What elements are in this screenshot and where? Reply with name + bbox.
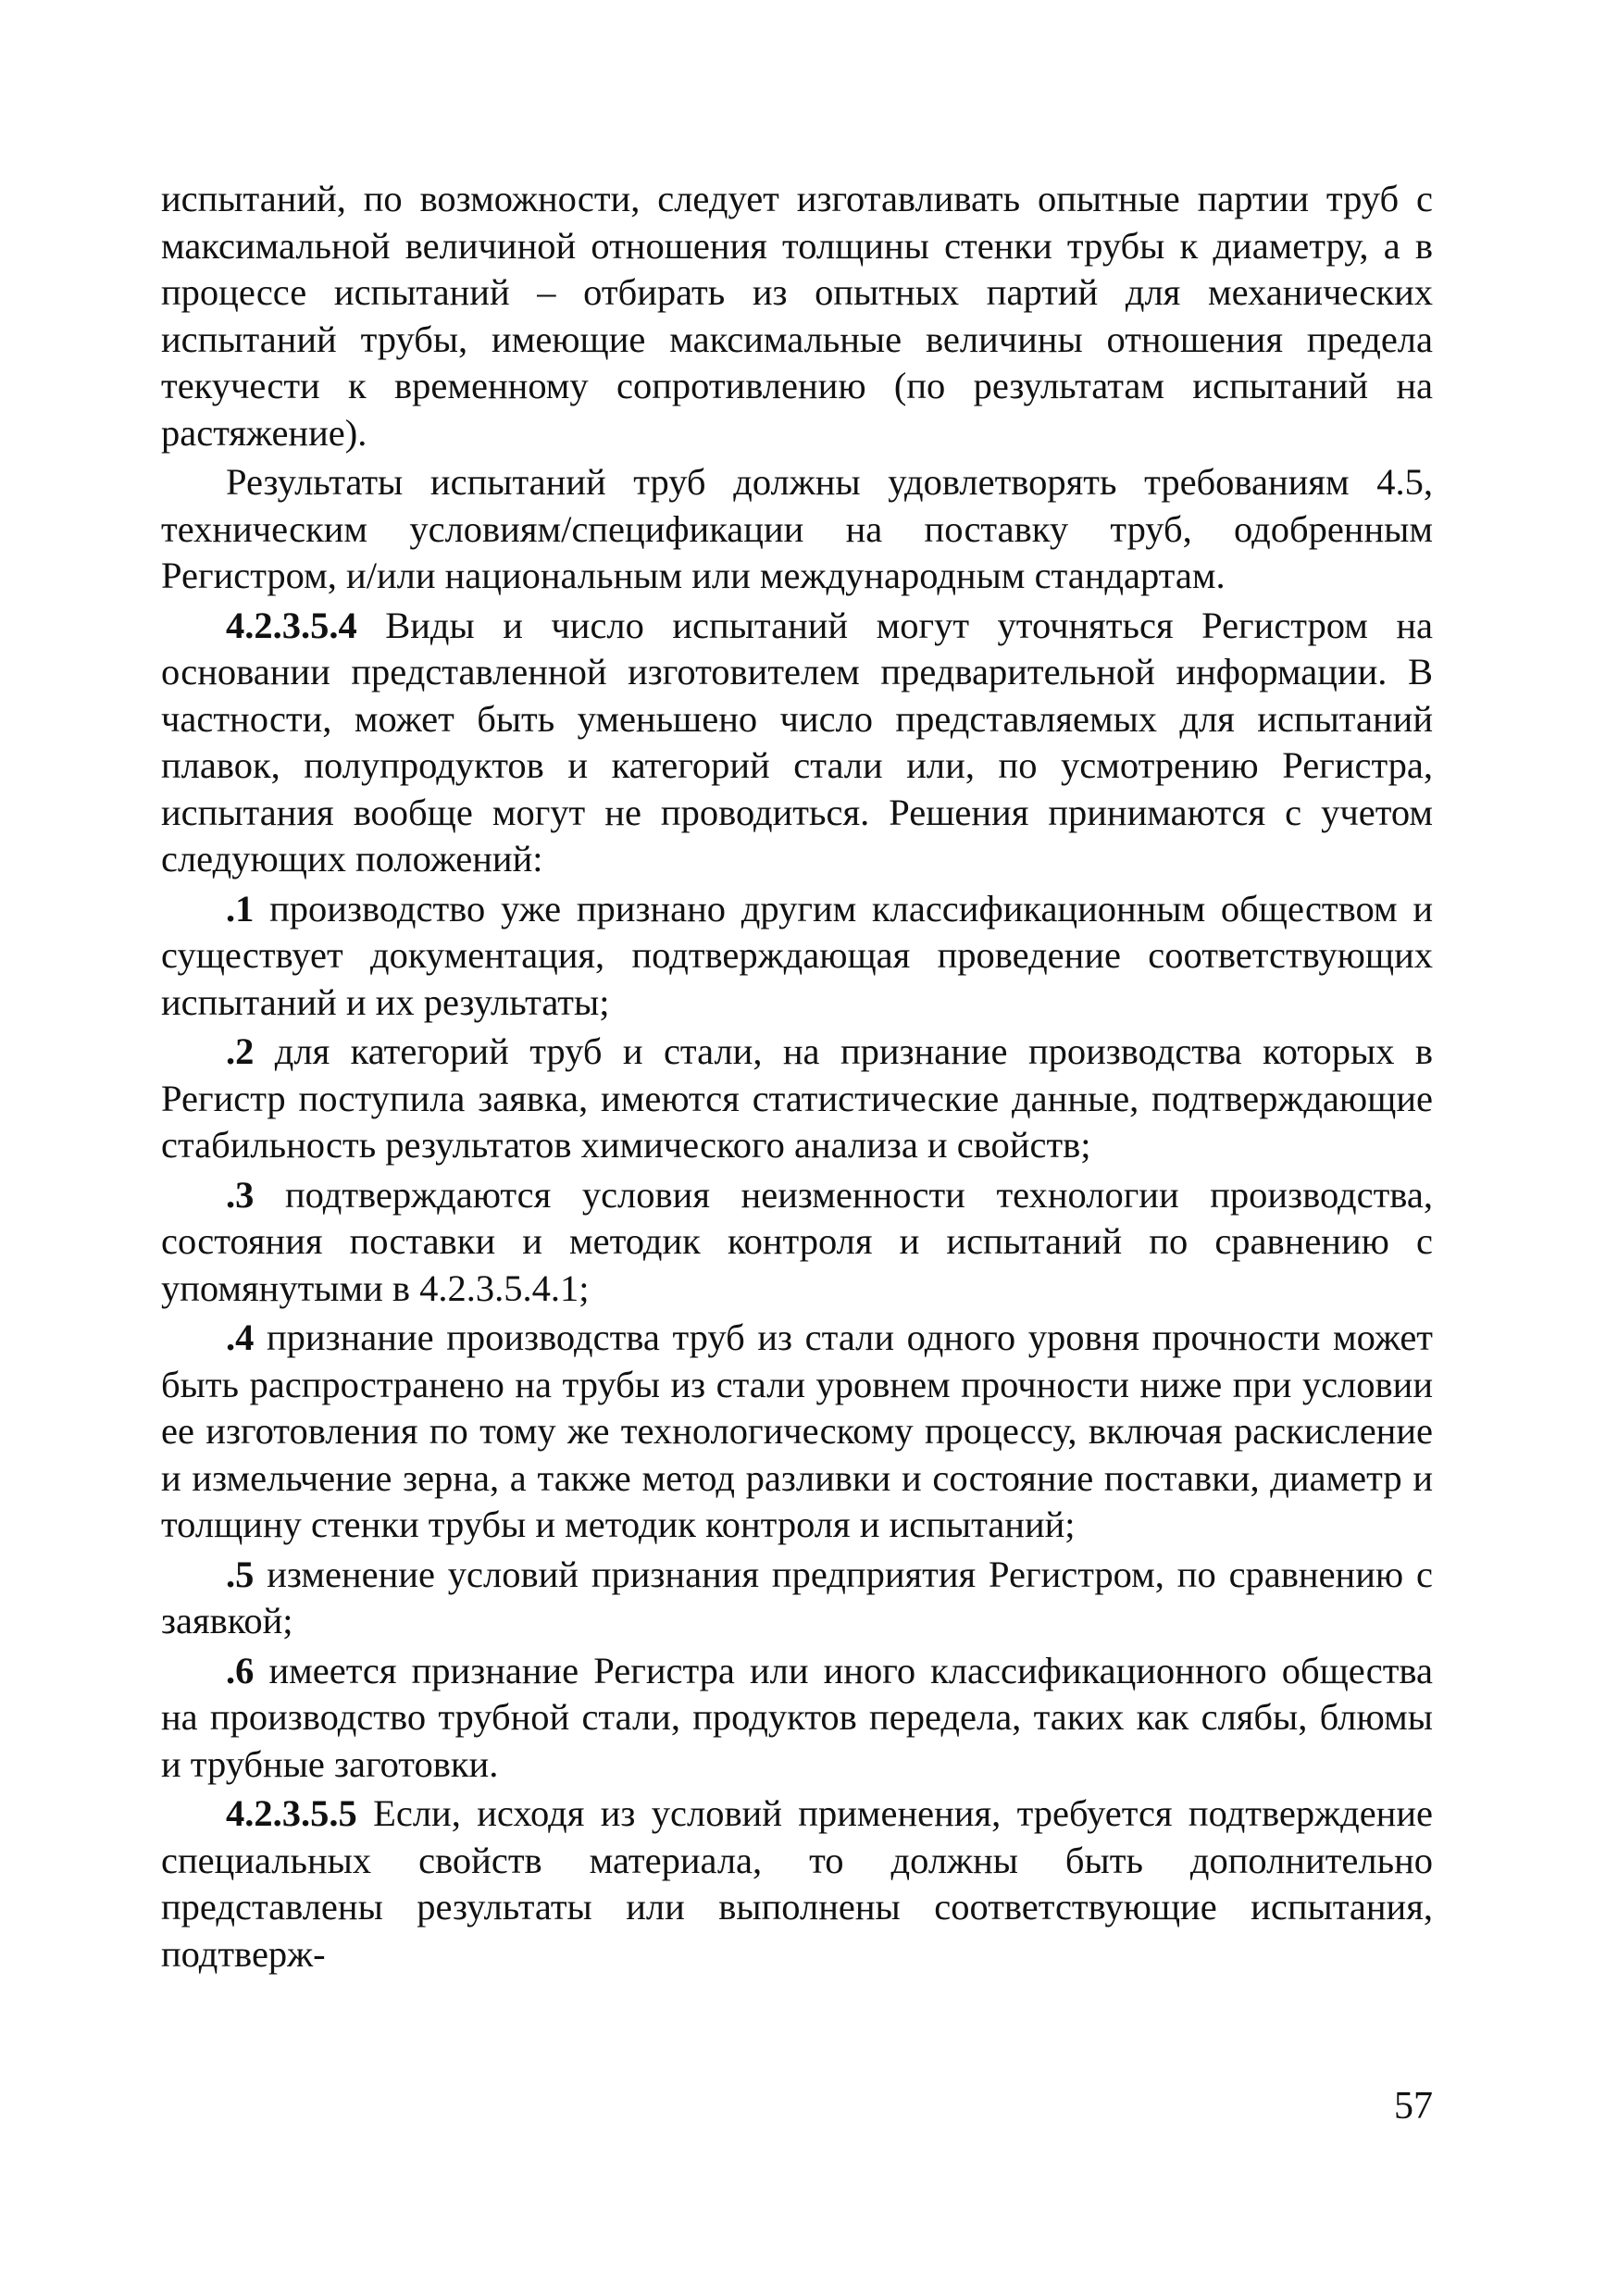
item-number: .4 [226, 1316, 255, 1358]
paragraph-text: изменение условий признания предприятия Регистром, по сравнению с заявкой; [161, 1553, 1433, 1641]
item-number: .3 [226, 1173, 255, 1216]
paragraph-text: Если, исходя из условий применения, требуется подтверждение специальных свойств материала, то должны быть дополнительно представлены результаты или выполнены соответствующие испытания, подтверж- [161, 1792, 1433, 1975]
page-number: 57 [1394, 2085, 1433, 2128]
paragraph-text: Виды и число испытаний могут уточняться Регистром на основании представленной изготовителем предварительной информации. В частности, может быть уменьшено число представляемых для испытаний плавок, полупродуктов и категорий стали или, по усмотрению Регистра, испытания вообще могут не проводиться. Решения принимаются с учетом следующих положений: [161, 604, 1433, 880]
list-item-3 [161, 1172, 1433, 1313]
paragraph-4-2-3-5-5 [161, 1791, 1433, 1978]
paragraph-results [161, 459, 1433, 600]
body-text [161, 176, 1433, 1980]
list-item-6 [161, 1648, 1433, 1789]
paragraph-continuation [161, 176, 1433, 456]
paragraph-text: Результаты испытаний труб должны удовлетворять требованиям 4.5, техническим условиям/спецификации на поставку труб, одобренным Регистром, и/или национальным или международным стандартам. [161, 461, 1433, 596]
paragraph-text: имеется признание Регистра или иного классификационного общества на производство трубной стали, продуктов передела, таких как слябы, блюмы и трубные заготовки. [161, 1649, 1433, 1785]
clause-number: 4.2.3.5.5 [226, 1792, 357, 1834]
paragraph-text: испытаний, по возможности, следует изготавливать опытные партии труб с максимальной величиной отношения толщины стенки трубы к диаметру, а в процессе испытаний – отбирать из опытных партий для механических испытаний трубы, имеющие максимальные величины отношения предела текучести к временному сопротивлению (по результатам испытаний на растяжение). [161, 178, 1433, 454]
item-number: .1 [226, 887, 255, 930]
item-number: .2 [226, 1030, 255, 1072]
paragraph-text: производство уже признано другим классификационным обществом и существует документация, подтверждающая проведение соответствующих испытаний и их результаты; [161, 887, 1433, 1023]
clause-number: 4.2.3.5.4 [226, 604, 357, 646]
paragraph-4-2-3-5-4 [161, 603, 1433, 883]
list-item-4 [161, 1315, 1433, 1549]
paragraph-text: подтверждаются условия неизменности технологии производства, состояния поставки и методик контроля и испытаний по сравнению с упомянутыми в 4.2.3.5.4.1; [161, 1173, 1433, 1309]
list-item-5 [161, 1552, 1433, 1645]
paragraph-text: признание производства труб из стали одного уровня прочности может быть распространено на трубы из стали уровнем прочности ниже при условии ее изготовления по тому же технологическому процессу, включая раскисление и измельчение зерна, а также метод разливки и состояние поставки, диаметр и толщину стенки трубы и методик контроля и испытаний; [161, 1316, 1433, 1545]
paragraph-text: для категорий труб и стали, на признание производства которых в Регистр поступила заявка, имеются статистические данные, подтверждающие стабильность результатов химического анализа и свойств; [161, 1030, 1433, 1166]
list-item-1 [161, 886, 1433, 1027]
item-number: .6 [226, 1649, 255, 1691]
list-item-2 [161, 1029, 1433, 1169]
item-number: .5 [226, 1553, 255, 1595]
